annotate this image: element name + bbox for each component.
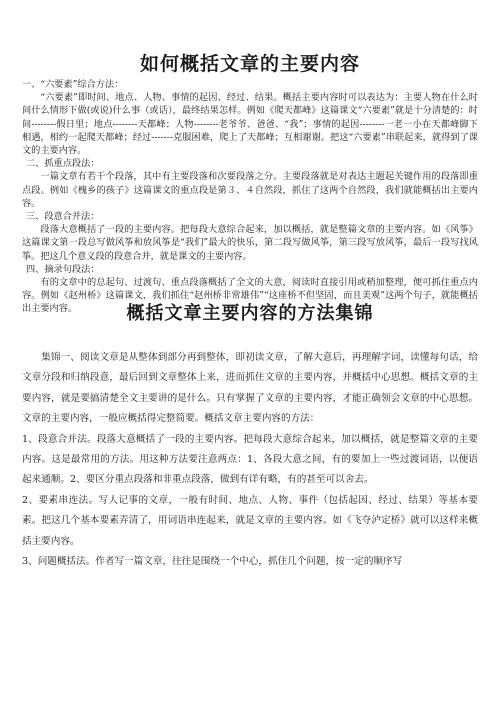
- method-collection: [22, 348, 478, 572]
- method-section-1: [22, 78, 478, 316]
- method-paragraph: 1、段意合并法。段落大意概括了一段的主要内容。把每段大意综合起来，加以概括，就是整篇文章的主要内容。这是最常用的方法。用这种方法要注意两点：1、各段大意之间，有的要加上一些过渡词语，以便语起来通顺。2、要区分重点段落和非重点段落，做到有详有略，有的甚至可以舍去。: [22, 433, 478, 486]
- section-heading: 一、“六要素”综合方法：: [22, 79, 124, 90]
- document-subtitle: 概括文章主要内容的方法集锦: [126, 303, 374, 324]
- method-paragraph: 3、问题概括法。作者写一篇文章，往往是围绕一个中心，抓住几个问题，按一定的顺序写: [22, 556, 403, 568]
- section-body: 一篇文章有若干个段落，其中有主要段落和次要段落之分。主要段落就是对表达主题起关键作用的段落即重点段。例如《槐乡的孩子》这篇课文的重点段是第３、４自然段，抓住了这两个自然段，我们就能概括出主要内容。: [22, 171, 478, 209]
- document-title: 如何概括文章的主要内容: [139, 53, 360, 75]
- intro-paragraph: 集锦一、阅读文章是从整体到部分再到整体，即初读文章，了解大意后，再理解字词，读懂每句话，给文章分段和归纳段意，最后回到文章整体上来，进而抓住文章的主要内容，并概括中心思想。概括文章的主要内容，就是要搞清楚全文主要讲的是什么。只有掌握了文章的主要内容，才能正确领会文章的中心思想。文章的主要内容，一般应概括得完整简要。概括文章主要内容的方法：: [22, 352, 478, 425]
- section-heading: 二、抓重点段法：: [26, 158, 100, 170]
- section-body: “六要素”即时间、地点、人物、事情的起因、经过、结果。概括主要内容时可以表达为：主要人物在什么时间什么情形下做(或说)什么事（或话），最终结果怎样。例如《爬天都峰》这篇课文“六要素”就是十分清楚的：时间--------假日里；地点--------天都峰；人物--------老爷爷、爸爸、“我”；事情的起因--------一老一小在天都峰脚下相遇，相约一起爬天都峰；经过-------克服困难，爬上了天都峰；互相谢谢。把这“六要素”串联起来，就得到了课文的主要内容。: [22, 92, 478, 157]
- section-heading: 四、摘录句段法：: [26, 263, 100, 275]
- method-paragraph: 2、要素串连法。写人记事的文章，一般有时间、地点、人物、事件（包括起因、经过、结果）等基本要素。把这几个基本要素弄清了，用词语串连起来，就是文章的主要内容。如《飞夺泸定桥》就可以这样来概括主要内容。: [22, 494, 478, 547]
- section-body: 有的文章中的总起句、过渡句、重点段落概括了全文的大意，阅读时直接引用或稍加整理，便可抓住重点内容。例如《赵州桥》这篇课文，我们抓住“赵州桥非常雄伟”“这座桥不但坚固，而且美观”这两个句子，就能概括出主要内容。: [22, 277, 478, 315]
- section-body: 段落大意概括了一段的主要内容。把每段大意综合起来，加以概括，就是整篇文章的主要内容。如《风筝》这篇课文第一段总写做风筝和放风筝是“我们”最大的快乐，第二段写做风筝，第三段写放风筝，最后一段写找风筝。把这几个意义段的段意合并，就是课文的主要内容。: [22, 224, 478, 262]
- section-heading: 三、段意合并法：: [26, 211, 100, 223]
